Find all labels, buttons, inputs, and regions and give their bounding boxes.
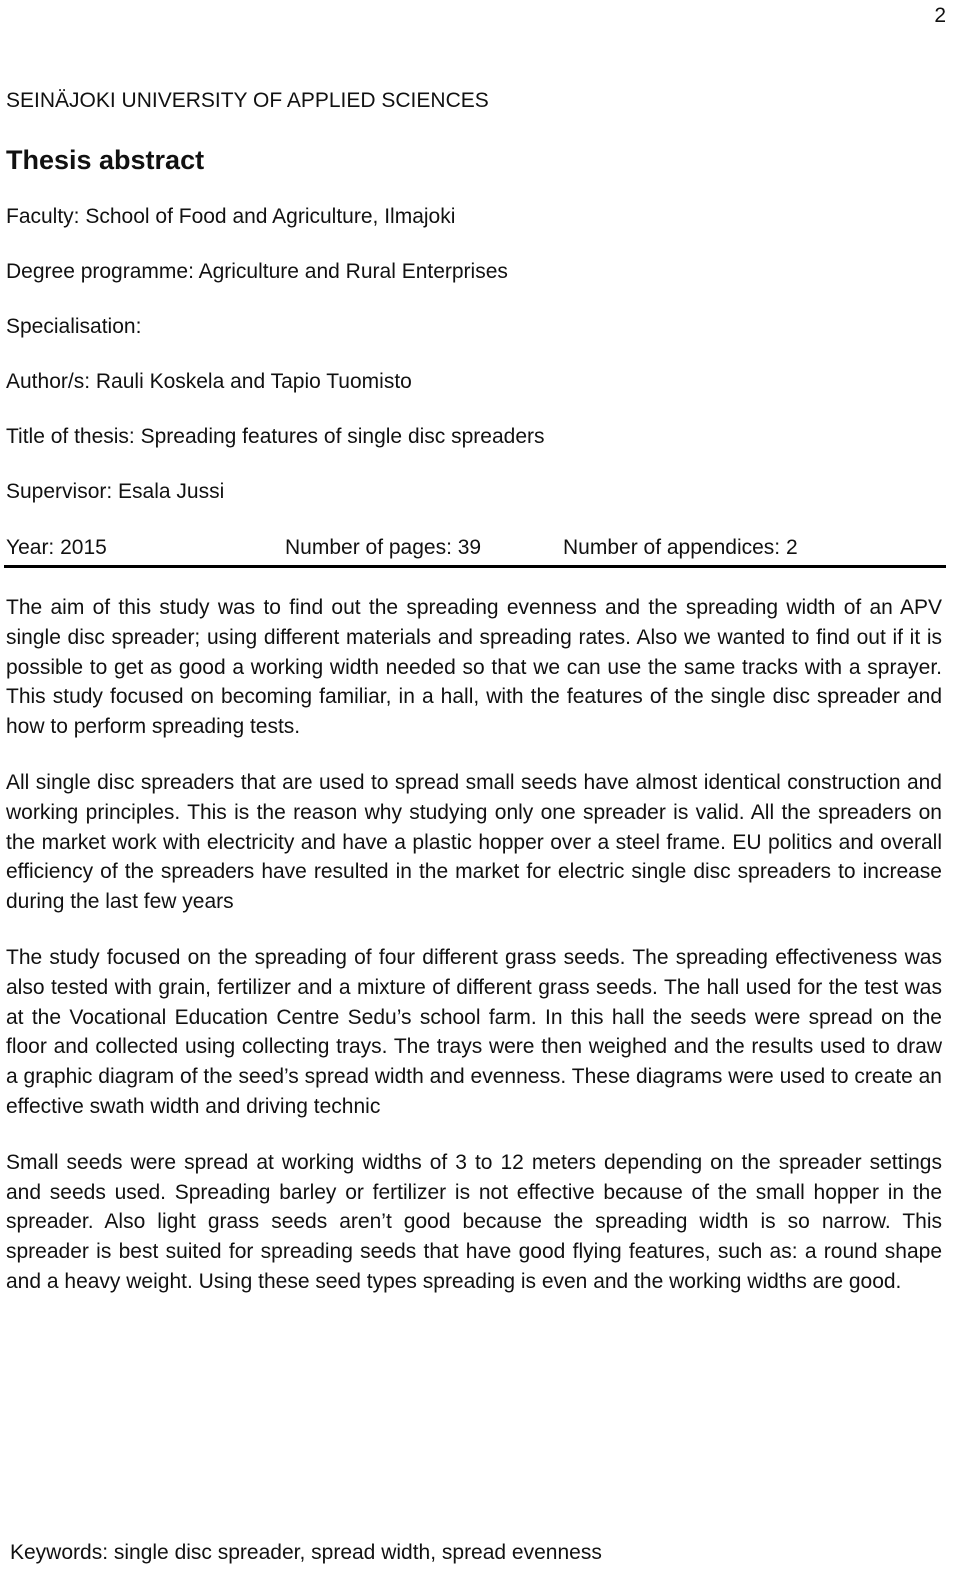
appendices-field: Number of appendices: 2: [563, 536, 798, 559]
degree-programme-field: Degree programme: Agriculture and Rural Enterprises: [6, 260, 508, 283]
abstract-paragraph: All single disc spreaders that are used to spread small seeds have almost identical construction and working principles. This is the reason why studying only one spreader is valid. All the spreaders on the market work with electricity and have a plastic hopper over a steel frame. EU politics and overall efficiency of the spreaders have resulted in the market for electric single disc spreaders to increase during the last few years: [6, 770, 942, 914]
abstract-paragraph: Small seeds were spread at working widths of 3 to 12 meters depending on the spreader settings and seeds used. Spreading barley or fertilizer is not effective because of the small hopper in the spreader. Also light grass seeds aren’t good because the spreading width is so narrow. This spreader is best suited for spreading seeds that have good flying features, such as: a round shape and a heavy weight. Using these seed types spreading is even and the working widths are good.: [6, 1150, 942, 1293]
pages-field: Number of pages: 39: [285, 536, 482, 559]
keywords-line: Keywords: single disc spreader, spread width, spread evenness: [10, 1541, 602, 1564]
year-field: Year: 2015: [6, 536, 107, 559]
page-number: 2: [934, 4, 946, 27]
thesis-title-field: Title of thesis: Spreading features of single disc spreaders: [6, 425, 545, 448]
faculty-field: Faculty: School of Food and Agriculture, Ilmajoki: [6, 205, 456, 228]
abstract-paragraph: The aim of this study was to find out the spreading evenness and the spreading width of an APV single disc spreader; using different materials and spreading rates. Also we wanted to find out if it is possible to get as good a working width needed so that we can use the same tracks with a sprayer. This study focused on becoming familiar, in a hall, with the features of the single disc spreader and how to perform spreading tests.: [6, 596, 942, 739]
abstract-paragraph: The study focused on the spreading of four different grass seeds. The spreading effectiveness was also tested with grain, fertilizer and a mixture of different grass seeds. The hall used for the test was at the Vocational Education Centre Sedu’s school farm. In this hall the seeds were spread on the floor and collected using collecting trays. The trays were then weighed and the results used to draw a graphic diagram of the seed’s spread width and evenness. These diagrams were used to create an effective swath width and driving technic: [6, 945, 942, 1118]
authors-field: Author/s: Rauli Koskela and Tapio Tuomisto: [6, 370, 412, 393]
page-title: Thesis abstract: [6, 145, 205, 175]
supervisor-field: Supervisor: Esala Jussi: [6, 480, 225, 503]
university-name: SEINÄJOKI UNIVERSITY OF APPLIED SCIENCES: [6, 89, 489, 112]
abstract-body: [6, 593, 942, 1323]
divider-rule: [4, 565, 946, 568]
specialisation-field: Specialisation:: [6, 315, 142, 338]
